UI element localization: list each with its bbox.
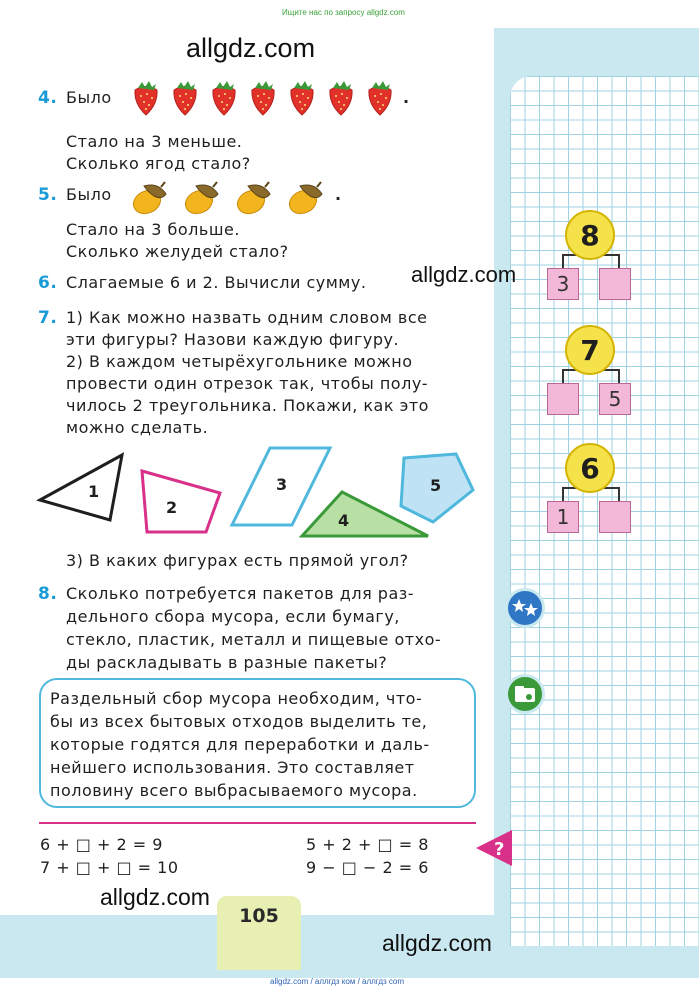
info-line: нейшего использования. Это составляет xyxy=(50,758,415,777)
equation-right-1: 5 + 2 + □ = 8 xyxy=(306,835,429,854)
house-1-top: 8 xyxy=(565,210,615,260)
task-4-line3: Сколько ягод стало? xyxy=(66,154,251,173)
strawberry-icon xyxy=(135,81,157,115)
number-house-1 xyxy=(546,210,636,305)
acorn-icon xyxy=(234,182,270,218)
task-5-number: 5. xyxy=(38,185,58,205)
task-4-number: 4. xyxy=(38,88,58,108)
task-5-line3: Сколько желудей стало? xyxy=(66,242,289,261)
shape-label-4: 4 xyxy=(338,511,350,530)
acorn-row-svg xyxy=(128,178,336,218)
house-1-right-box[interactable] xyxy=(599,268,631,300)
task-8-number: 8. xyxy=(38,584,58,604)
strawberry-icon xyxy=(291,81,313,115)
task-4-dot: . xyxy=(403,88,410,107)
watermark-lower-right: allgdz.com xyxy=(382,930,492,956)
number-house-2 xyxy=(546,325,636,420)
task-8-line: Сколько потребуется пакетов для раз- xyxy=(66,584,415,603)
task-8-line: стекло, пластик, металл и пищевые отхо- xyxy=(66,630,442,649)
question-badge-text: ? xyxy=(494,839,505,860)
task-5-line1: Было xyxy=(66,185,112,204)
house-1-left-box[interactable]: 3 xyxy=(547,268,579,300)
equation-left-1: 6 + □ + 2 = 9 xyxy=(40,835,163,854)
info-line: половину всего выбрасываемого мусора. xyxy=(50,781,418,800)
task-7-line: эти фигуры? Назови каждую фигуру. xyxy=(66,330,400,349)
acorn-icon xyxy=(182,182,218,218)
task-5-dot: . xyxy=(335,185,342,204)
equation-left-2: 7 + □ + □ = 10 xyxy=(40,858,179,877)
acorn-row xyxy=(128,178,338,218)
task-7-question-3: 3) В каких фигурах есть прямой угол? xyxy=(66,551,409,570)
task-7-number: 7. xyxy=(38,308,58,328)
stars-glyph xyxy=(512,598,538,618)
task-7-line: 2) В каждом четырёхугольнике можно xyxy=(66,352,413,371)
top-note: Ищите нас по запросу allgdz.com xyxy=(282,8,405,17)
strawberry-row xyxy=(130,78,410,118)
shape-label-2: 2 xyxy=(166,498,178,517)
question-badge[interactable] xyxy=(474,828,514,868)
strawberry-icon xyxy=(213,81,235,115)
strawberry-icon xyxy=(369,81,391,115)
page-number: 105 xyxy=(217,896,301,970)
task-7-line: чилось 2 треугольника. Покажи, как это xyxy=(66,396,429,415)
task-8-line: ды раскладывать в разные пакеты? xyxy=(66,653,388,672)
task-4-line1: Было xyxy=(66,88,112,107)
separator-line xyxy=(39,822,476,824)
stars-icon[interactable] xyxy=(505,588,545,628)
task-5-line2: Стало на 3 больше. xyxy=(66,220,240,239)
watermark-lower-left: allgdz.com xyxy=(100,884,210,910)
info-line: которые годятся для переработки и даль- xyxy=(50,735,430,754)
strawberry-icon xyxy=(252,81,274,115)
task-6-text: Слагаемые 6 и 2. Вычисли сумму. xyxy=(66,273,367,292)
task-6-number: 6. xyxy=(38,273,58,293)
number-house-3 xyxy=(546,443,636,538)
folder-icon[interactable] xyxy=(505,674,545,714)
shape-label-1: 1 xyxy=(88,482,100,501)
house-2-top: 7 xyxy=(565,325,615,375)
task-7-line: 1) Как можно назвать одним словом все xyxy=(66,308,428,327)
task-4-line2: Стало на 3 меньше. xyxy=(66,132,243,151)
house-3-left-box[interactable]: 1 xyxy=(547,501,579,533)
footer-links: allgdz.com / аллгдз ком / аллгдз com xyxy=(270,977,405,986)
house-2-left-box[interactable] xyxy=(547,383,579,415)
watermark-mid: allgdz.com xyxy=(411,262,517,287)
folder-glyph xyxy=(514,685,536,703)
shapes-figure xyxy=(30,440,490,545)
acorn-icon xyxy=(286,182,322,218)
shape-triangle-1 xyxy=(40,455,122,520)
task-8-line: дельного сбора мусора, если бумагу, xyxy=(66,607,400,626)
equation-right-2: 9 − □ − 2 = 6 xyxy=(306,858,429,877)
house-3-top: 6 xyxy=(565,443,615,493)
shape-quad-2 xyxy=(142,471,220,532)
info-line: бы из всех бытовых отходов выделить те, xyxy=(50,712,428,731)
info-line: Раздельный сбор мусора необходим, что- xyxy=(50,689,423,708)
task-7-line: можно сделать. xyxy=(66,418,209,437)
shape-label-5: 5 xyxy=(430,476,442,495)
strawberry-row-svg xyxy=(130,78,403,118)
strawberry-icon xyxy=(174,81,196,115)
watermark-top: allgdz.com xyxy=(186,33,316,63)
strawberry-icon xyxy=(330,81,352,115)
house-2-right-box[interactable]: 5 xyxy=(599,383,631,415)
task-7-line: провести один отрезок так, чтобы полу- xyxy=(66,374,429,393)
acorn-icon xyxy=(130,182,166,218)
shape-label-3: 3 xyxy=(276,475,288,494)
house-3-right-box[interactable] xyxy=(599,501,631,533)
